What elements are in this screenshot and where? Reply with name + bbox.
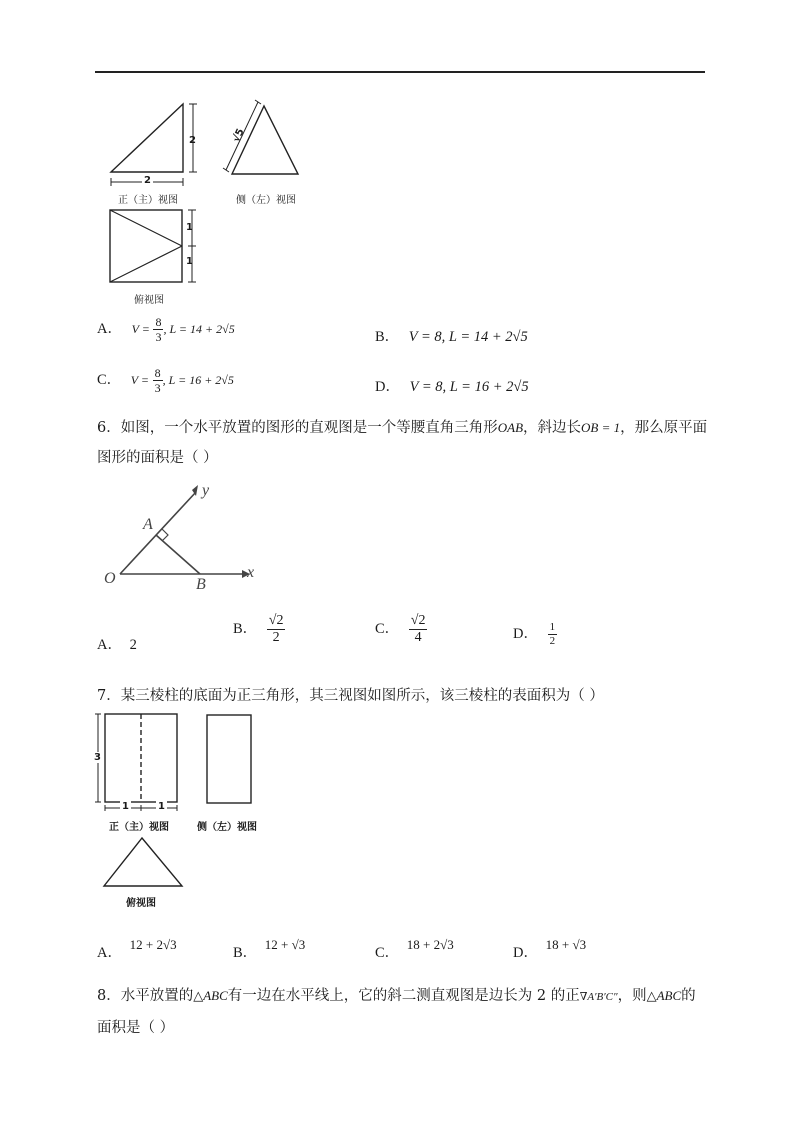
q5-top-view-figure: [108, 208, 208, 288]
q5-side-caption: 侧（左）视图: [236, 195, 296, 206]
q7-stem: 7．某三棱柱的底面为正三角形，其三视图如图所示，该三棱柱的表面积为（ ）: [97, 688, 604, 704]
q5-option-b[interactable]: B． V = 8, L = 14 + 2√5: [375, 329, 528, 345]
q6-y-label: y: [202, 482, 210, 499]
header-rule: [95, 71, 705, 73]
q6-option-b[interactable]: B． $\frac{√2}{2}$: [233, 613, 284, 645]
q7-height-label: 3: [94, 752, 101, 763]
q7-option-d[interactable]: D． 18 + √3: [513, 937, 587, 961]
q5-side-edge-label: √5: [230, 126, 247, 145]
q6-option-a[interactable]: A． 2: [97, 637, 137, 653]
q7-option-c[interactable]: C． 18 + 2√3: [375, 937, 454, 961]
q5-front-height-label: 2: [189, 135, 196, 146]
q7-option-b[interactable]: B． 12 + √3: [233, 937, 306, 961]
q5-top-label-2: 1: [186, 256, 193, 267]
q6-o-label: O: [104, 570, 116, 587]
q7-front-view-figure: [95, 710, 185, 820]
q7-front-caption: 正（主）视图: [109, 822, 169, 833]
q5-front-view-figure: [105, 100, 215, 195]
q7-width-label-1: 1: [122, 801, 129, 812]
q5-option-a[interactable]: A． V = $\frac{8}{3}$ , L = 14 + 2√5: [97, 315, 235, 344]
q5-top-label-1: 1: [186, 222, 193, 233]
q7-option-a[interactable]: A． 12 + 2√3: [97, 937, 177, 961]
q6-stem-line1: 6．如图，一个水平放置的图形的直观图是一个等腰直角三角形OAB，斜边长OB = 1，那么原平面: [97, 420, 708, 436]
q7-side-caption: 侧（左）视图: [197, 822, 257, 833]
q5-top-caption: 俯视图: [134, 295, 164, 306]
q6-option-d[interactable]: D． $\frac{1}{2}$: [513, 621, 556, 648]
q7-top-view-figure: [100, 834, 190, 894]
q6-b-label: B: [196, 576, 206, 593]
q7-top-caption: 俯视图: [126, 898, 156, 909]
q5-option-d[interactable]: D． V = 8, L = 16 + 2√5: [375, 379, 529, 395]
q5-front-caption: 正（主）视图: [118, 195, 178, 206]
q5-option-c[interactable]: C． V = $\frac{8}{3}$ , L = 16 + 2√5: [97, 366, 234, 395]
q8-stem-line1: 8．水平放置的△ABC有一边在水平线上，它的斜二测直观图是边长为 2 的正∇A′B′C″，则△ABC的: [97, 988, 696, 1004]
q6-x-label: x: [247, 564, 255, 581]
q8-stem-line2: 面积是（ ）: [97, 1020, 175, 1036]
q5-front-width-label: 2: [144, 175, 151, 186]
q6-option-c[interactable]: C． $\frac{√2}{4}$: [375, 613, 426, 645]
q7-width-label-2: 1: [158, 801, 165, 812]
q6-stem-line2: 图形的面积是（ ）: [97, 450, 218, 466]
q6-a-label: A: [143, 516, 153, 533]
q7-side-view-figure: [205, 713, 255, 808]
q6-figure: [100, 480, 270, 600]
